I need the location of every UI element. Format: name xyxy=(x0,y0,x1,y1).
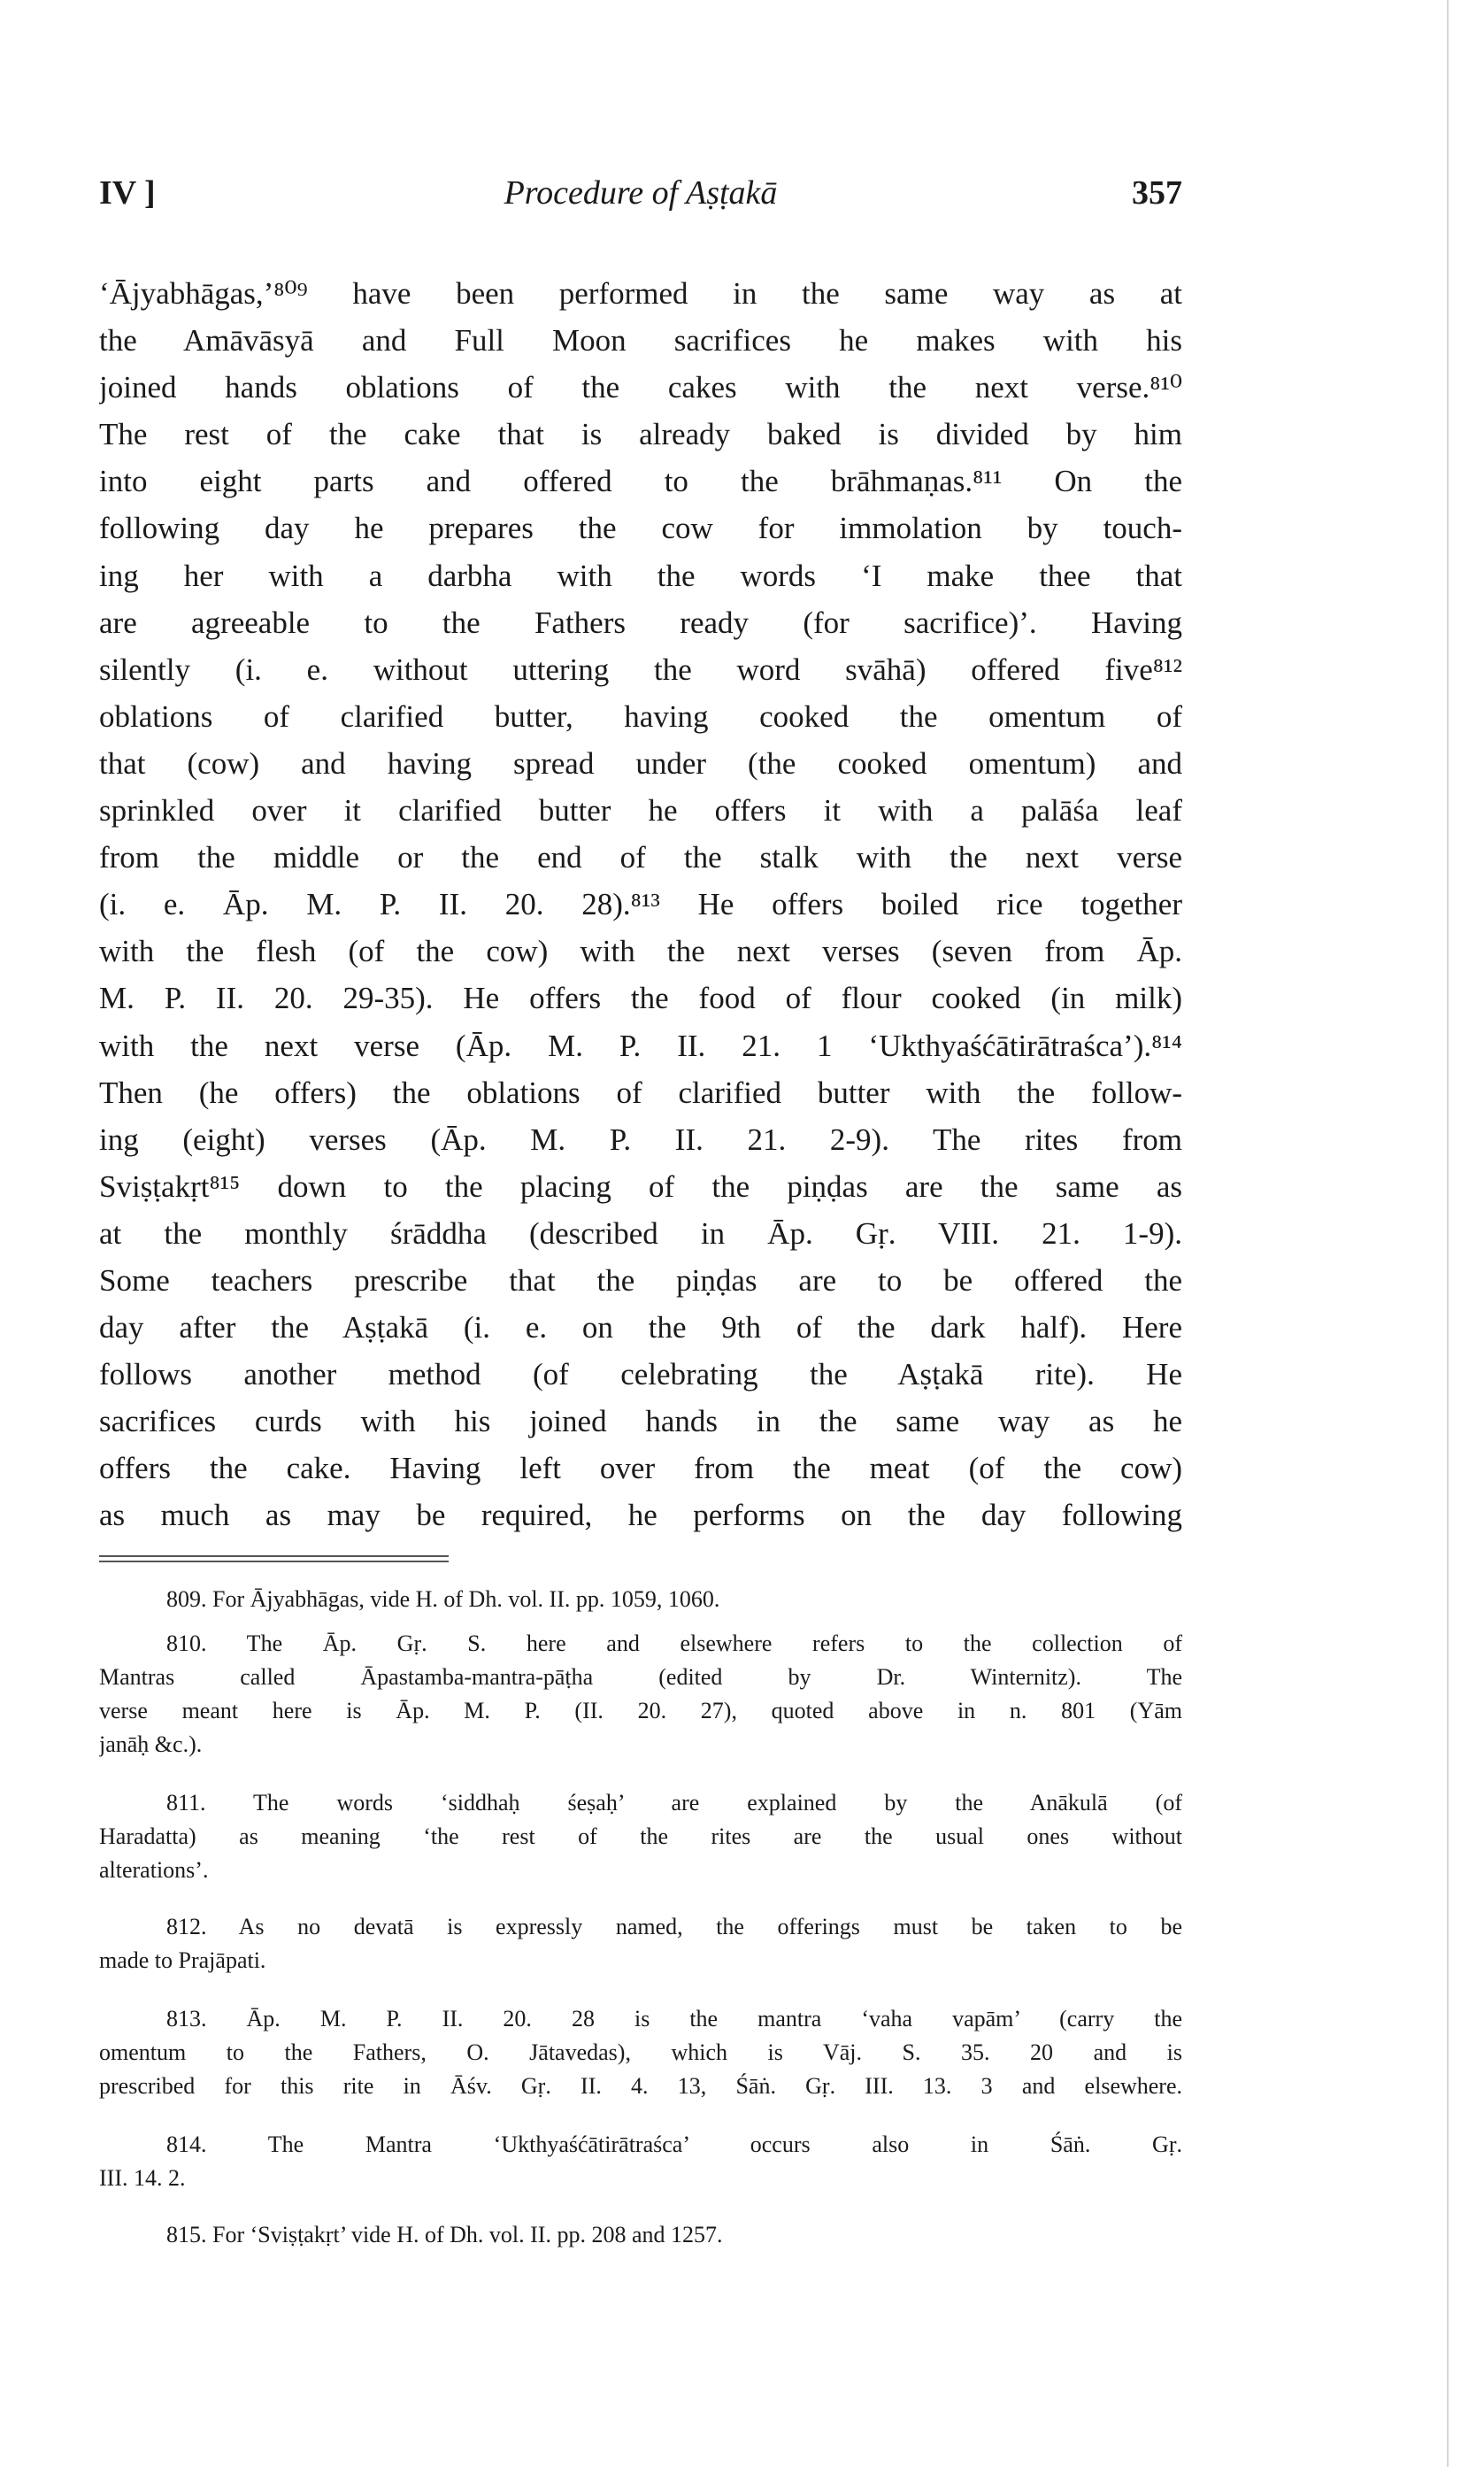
footnote-line: made to Prajāpati. xyxy=(99,1947,266,1973)
body-line: that (cow) and having spread under (the cooked omentum) and xyxy=(99,745,1182,781)
body-line: ing (eight) verses (Āp. M. P. II. 21. 2-9). The rites from xyxy=(99,1122,1182,1157)
footnote-line: Haradatta) as meaning ‘the rest of the rites are the usual ones without xyxy=(99,1823,1182,1849)
body-line: are agreeable to the Fathers ready (for sacrifice)’. Having xyxy=(99,605,1182,640)
footnote-line: janāḥ &c.). xyxy=(99,1731,203,1757)
footnote-line: 811. The words ‘siddhaḥ śeṣaḥ’ are explained by the Anākulā (of xyxy=(166,1790,1182,1816)
section-number: IV ] xyxy=(99,174,156,212)
body-line: Some teachers prescribe that the piṇḍas are to be offered the xyxy=(99,1262,1182,1298)
footnote-line: III. 14. 2. xyxy=(99,2165,186,2191)
body-line: into eight parts and offered to the brāhmaṇas.⁸¹¹ On the xyxy=(99,464,1182,499)
footnote-814 xyxy=(99,2128,1182,2195)
body-line: Then (he offers) the oblations of clarified butter with the follow- xyxy=(99,1075,1182,1110)
body-line: at the monthly śrāddha (described in Āp. Gṛ. VIII. 21. 1-9). xyxy=(99,1215,1182,1251)
body-line: follows another method (of celebrating the Aṣṭakā rite). He xyxy=(99,1357,1182,1392)
body-line: (i. e. Āp. M. P. II. 20. 28).⁸¹³ He offers boiled rice together xyxy=(99,887,1182,922)
body-line: offers the cake. Having left over from the meat (of the cow) xyxy=(99,1451,1182,1486)
body-line: silently (i. e. without uttering the word svāhā) offered five⁸¹² xyxy=(99,651,1182,687)
footnote-divider xyxy=(99,1555,449,1557)
footnote-line: 814. The Mantra ‘Ukthyaśćātirātraśca’ occurs also in Śāṅ. Gṛ. xyxy=(166,2132,1182,2157)
body-line: M. P. II. 20. 29-35). He offers the food of flour cooked (in milk) xyxy=(99,981,1182,1016)
body-line: from the middle or the end of the stalk with the next verse xyxy=(99,840,1182,875)
footnote-line: verse meant here is Āp. M. P. (II. 20. 27), quoted above in n. 801 (Yām xyxy=(99,1698,1182,1723)
footnote-line: 810. The Āp. Gṛ. S. here and elsewhere refers to the collection of xyxy=(166,1631,1182,1656)
footnote-line: Mantras called Āpastamba-mantra-pāṭha (edited by Dr. Winternitz). The xyxy=(99,1664,1182,1690)
body-line: as much as may be required, he performs on the day following xyxy=(99,1498,1182,1533)
footnote-divider xyxy=(99,1561,449,1562)
page-number: 357 xyxy=(1132,174,1182,212)
page-edge-line xyxy=(1447,0,1449,2467)
body-line: sacrifices curds with his joined hands in the same way as he xyxy=(99,1404,1182,1439)
body-text xyxy=(99,270,1182,1539)
body-line: day after the Aṣṭakā (i. e. on the 9th of the dark half). Here xyxy=(99,1310,1182,1345)
body-line: ing her with a darbha with the words ‘I make thee that xyxy=(99,558,1182,593)
body-line: with the flesh (of the cow) with the next verses (seven from Āp. xyxy=(99,934,1182,969)
footnote-line: 813. Āp. M. P. II. 20. 28 is the mantra ‘vaha vapām’ (carry the xyxy=(166,2006,1182,2031)
body-line: with the next verse (Āp. M. P. II. 21. 1 ‘Ukthyaśćātirātraśca’).⁸¹⁴ xyxy=(99,1028,1182,1063)
body-line: joined hands oblations of the cakes with the next verse.⁸¹⁰ xyxy=(99,370,1182,405)
footnote-line: omentum to the Fathers, O. Jātavedas), which is Vāj. S. 35. 20 and is xyxy=(99,2039,1182,2065)
body-line: the Amāvāsyā and Full Moon sacrifices he makes with his xyxy=(99,323,1182,358)
footnote-line: 812. As no devatā is expressly named, the offerings must be taken to be xyxy=(166,1914,1182,1939)
footnote-line: 809. For Ājyabhāgas, vide H. of Dh. vol. II. pp. 1059, 1060. xyxy=(166,1586,720,1612)
running-title: Procedure of Aṣṭakā xyxy=(504,174,778,212)
footnote-815 xyxy=(99,2218,1182,2252)
body-line: oblations of clarified butter, having cooked the omentum of xyxy=(99,698,1182,734)
running-header xyxy=(99,173,1182,227)
footnote-line: alterations’. xyxy=(99,1857,209,1883)
body-line: sprinkled over it clarified butter he offers it with a palāśa leaf xyxy=(99,793,1182,829)
body-line: Sviṣṭakṛt⁸¹⁵ down to the placing of the piṇḍas are the same as xyxy=(99,1168,1182,1204)
body-line: ‘Ājyabhāgas,’⁸⁰⁹ have been performed in the same way as at xyxy=(99,276,1182,311)
footnote-813 xyxy=(99,2002,1182,2103)
footnote-812 xyxy=(99,1910,1182,1977)
footnote-line: prescribed for this rite in Āśv. Gṛ. II. 4. 13, Śāṅ. Gṛ. III. 13. 3 and elsewhere. xyxy=(99,2073,1182,2099)
footnote-811 xyxy=(99,1786,1182,1887)
body-line: following day he prepares the cow for immolation by touch- xyxy=(99,511,1182,546)
body-line: The rest of the cake that is already baked is divided by him xyxy=(99,417,1182,452)
footnote-line: 815. For ‘Sviṣṭakṛt’ vide H. of Dh. vol. II. pp. 208 and 1257. xyxy=(166,2222,723,2247)
footnote-809 xyxy=(99,1583,1182,1616)
footnote-810 xyxy=(99,1627,1182,1762)
